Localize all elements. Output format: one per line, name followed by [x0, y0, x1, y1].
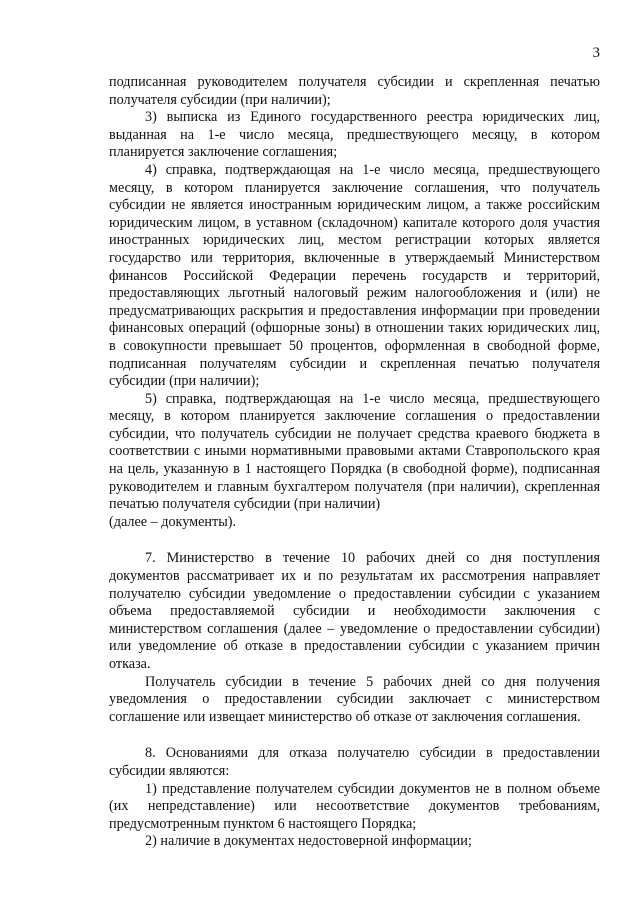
paragraph-clause-8-item-1: 1) представление получателем субсидии документов не в полном объеме (их непредставление) или несоответствие документов требованиям, предусмотренным пунктом 6 настоящего Порядка; [109, 780, 600, 832]
paragraph-item-4: 4) справка, подтверждающая на 1-е число месяца, предшествующего месяцу, в котором планируется заключение соглашения, что получатель субсидии не является иностранным юридическим лицом, а также российским юридическим лицом, в уставном (складочном) капитале которого доля участия иностранных юридических лиц, местом регистрации которых является государство или территория, включенные в утверждаемый Министерством финансов Российской Федерации перечень государств и территорий, предоставляющих льготный налоговый режим налогообложения и (или) не предусматривающих раскрытия и предоставления информации при проведении финансовых операций (офшорные зоны) в отношении таких юридических лиц, в совокупности превышает 50 процентов, оформленная в свободной форме, подписанная получателям субсидии и скрепленная печатью получателя субсидии (при наличии); [109, 161, 600, 390]
page-number: 3 [592, 45, 600, 61]
paragraph-clause-8: 8. Основаниями для отказа получателю субсидии в предоставлении субсидии являются: [109, 745, 600, 779]
paragraph-item-3: 3) выписка из Единого государственного реестра юридических лиц, выданная на 1-е число месяца, предшествующего месяцу, в котором планируется заключение соглашения; [109, 109, 600, 161]
paragraph-continuation: подписанная руководителем получателя субсидии и скрепленная печатью получателя субсидии (при наличии); [109, 74, 600, 108]
paragraph-documents-note: (далее – документы). [109, 513, 237, 530]
paragraph-clause-7: 7. Министерство в течение 10 рабочих дней со дня поступления документов рассматривает их и по результатам их рассмотрения направляет получателю субсидии уведомление о предоставлении субсидии с указанием объема предоставляемой субсидии и необходимости заключения с министерством соглашения (далее – уведомление о предоставлении субсидии) или уведомление об отказе в предоставлении субсидии с указанием причин отказа. [109, 550, 600, 672]
paragraph-clause-8-item-2: 2) наличие в документах недостоверной информации; [145, 833, 472, 850]
paragraph-clause-7-recipient: Получатель субсидии в течение 5 рабочих дней со дня получения уведомления о предоставлении субсидии заключает с министерством соглашение или извещает министерство об отказе от заключения соглашения. [109, 673, 600, 725]
document-body [109, 74, 600, 851]
paragraph-item-5: 5) справка, подтверждающая на 1-е число месяца, предшествующего месяцу, в котором планируется заключение соглашения о предоставлении субсидии, что получатель субсидии не получает средства краевого бюджета в соответствии с иными нормативными правовыми актами Ставропольского края на цель, указанную в 1 настоящего Порядка (в свободной форме), подписанная руководителем и главным бухгалтером получателя (при наличии), скрепленная печатью получателя субсидии (при наличии) [109, 390, 600, 513]
